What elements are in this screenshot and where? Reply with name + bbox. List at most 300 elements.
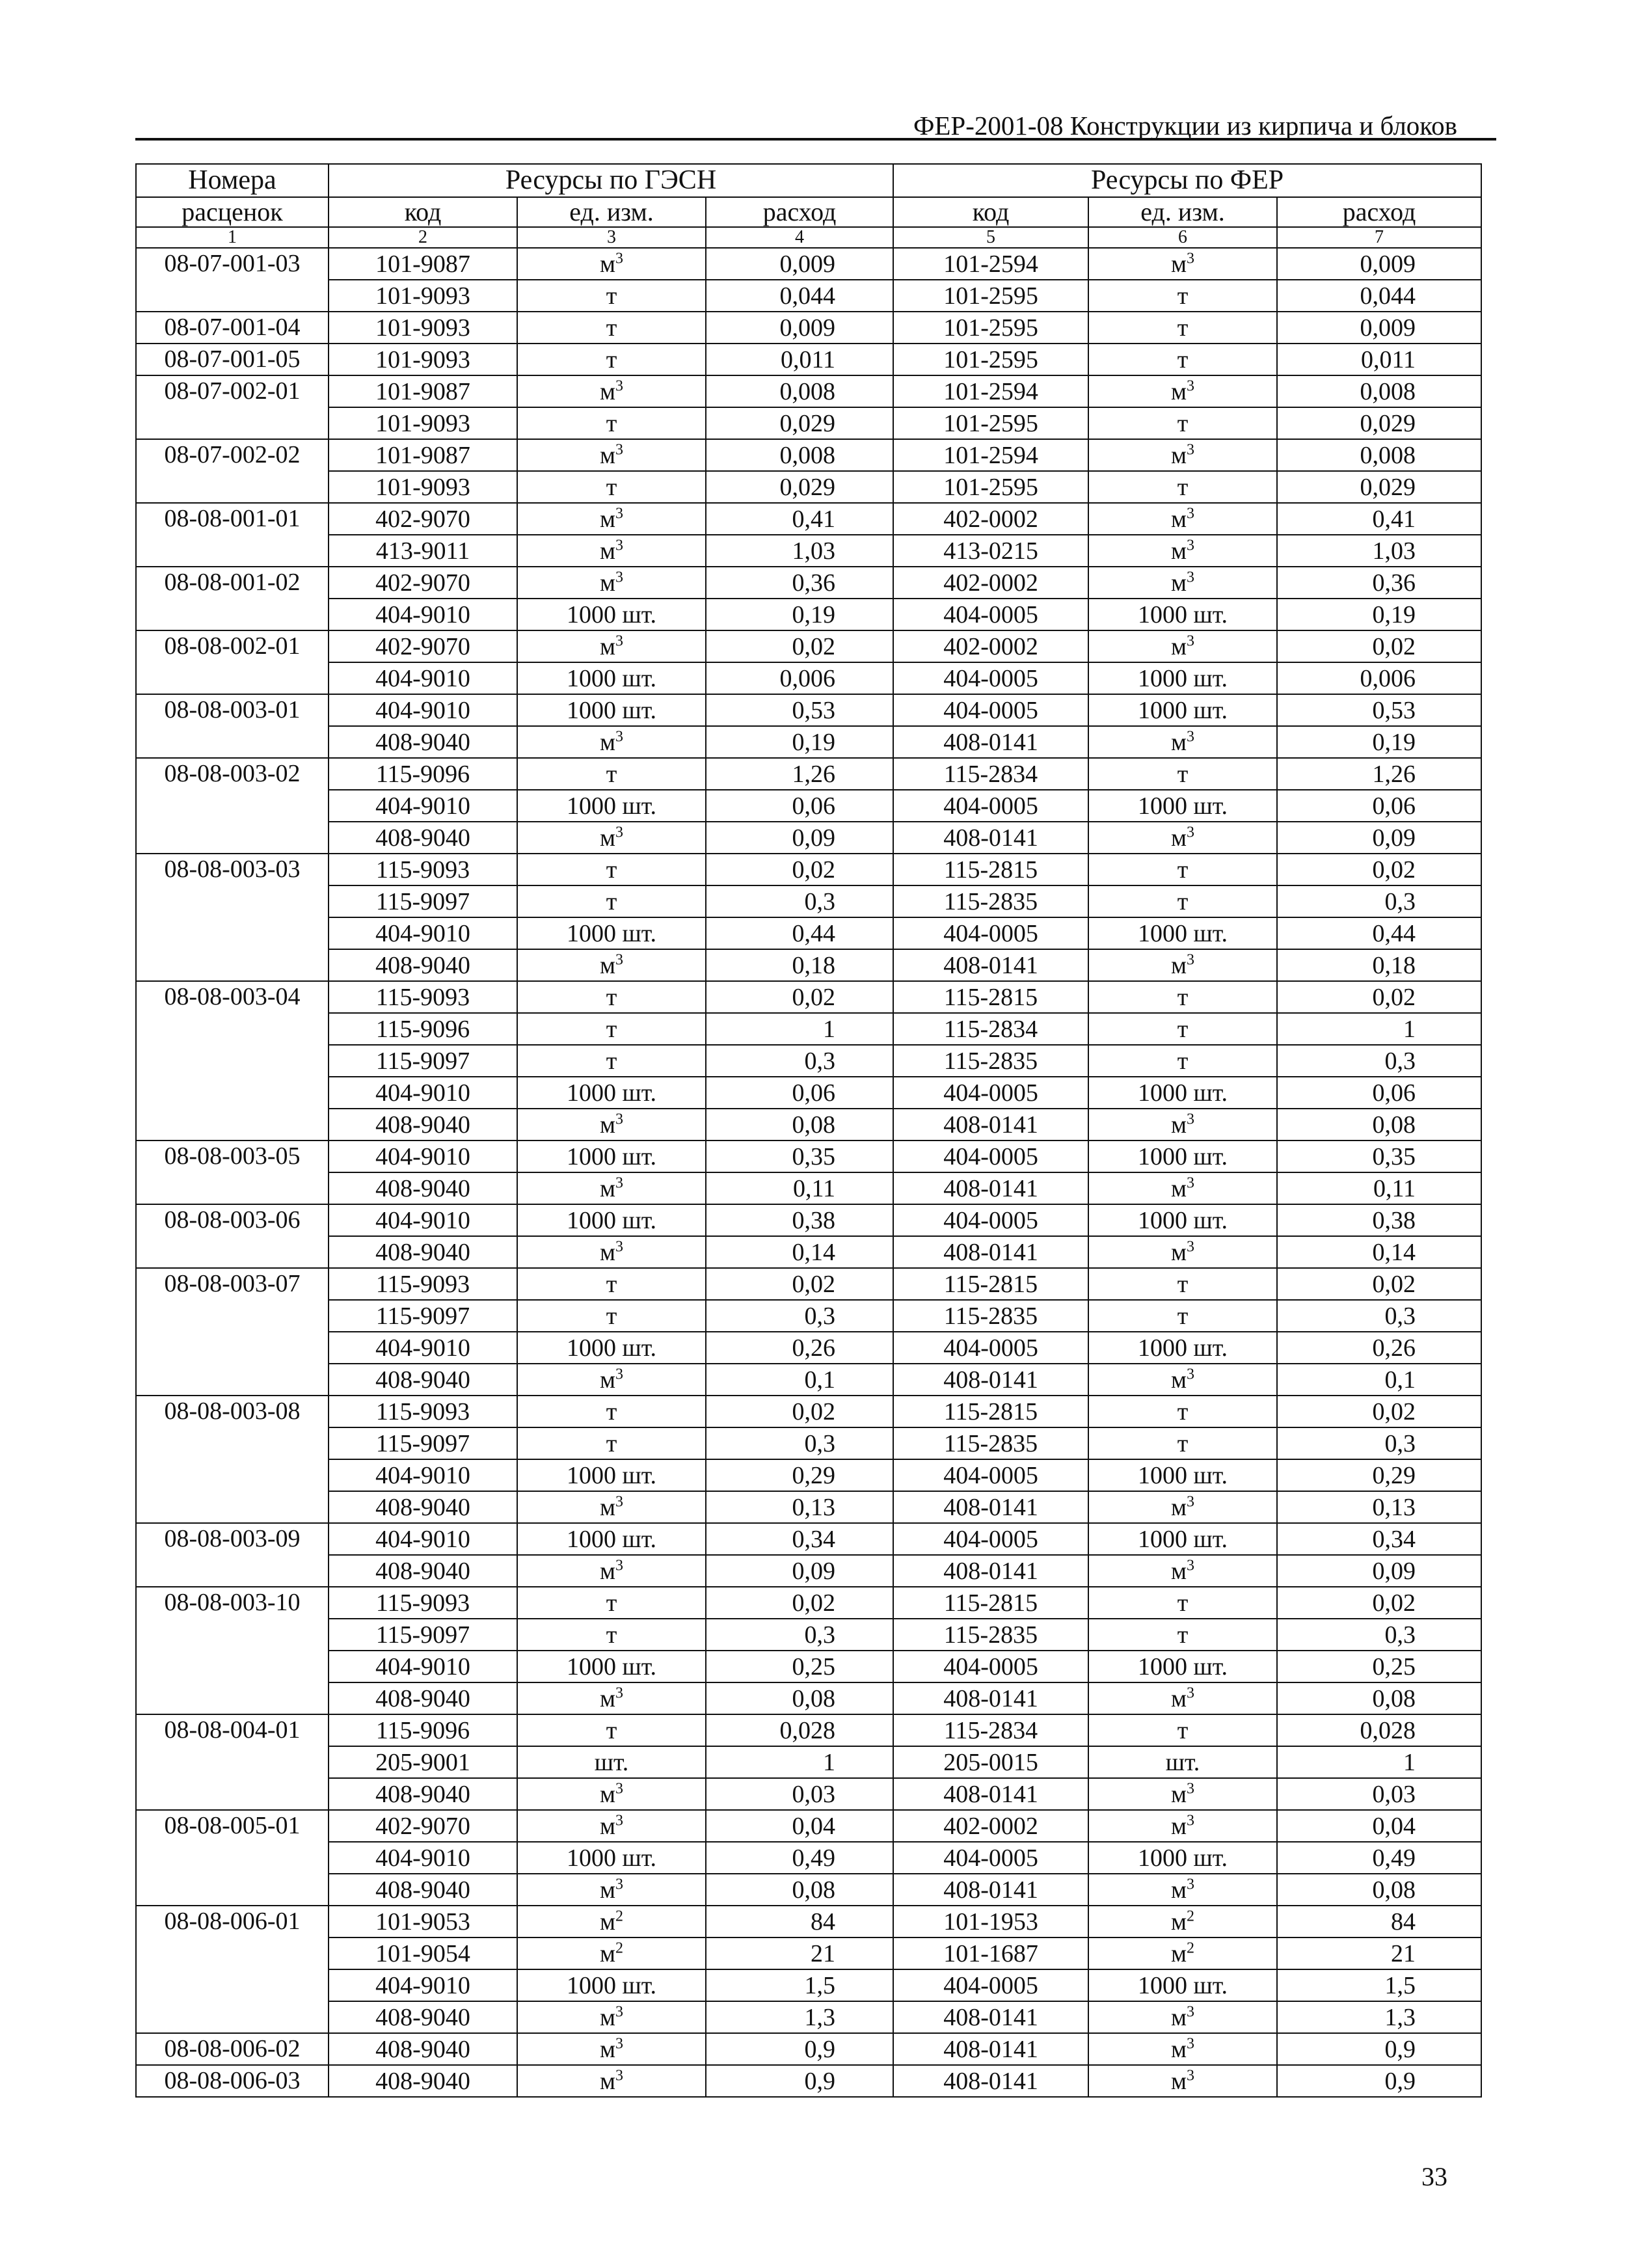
unit-exponent: 3 bbox=[1187, 824, 1195, 841]
fer-unit bbox=[1088, 885, 1277, 917]
fer-unit bbox=[1088, 694, 1277, 726]
fer-amount: 0,9 bbox=[1277, 2033, 1481, 2065]
unit-text: т bbox=[1177, 1398, 1189, 1425]
fer-amount: 0,06 bbox=[1277, 790, 1481, 822]
rate-number: 08-08-002-01 bbox=[136, 630, 329, 694]
gesn-unit bbox=[517, 1172, 706, 1204]
gesn-code: 115-9093 bbox=[329, 854, 517, 885]
gesn-unit bbox=[517, 1427, 706, 1459]
gesn-amount: 0,3 bbox=[706, 1045, 893, 1077]
unit-exponent: 3 bbox=[615, 1238, 624, 1256]
unit-text: м bbox=[599, 1685, 616, 1712]
fer-code: 101-2594 bbox=[893, 375, 1088, 407]
gesn-amount: 0,06 bbox=[706, 1077, 893, 1109]
fer-unit bbox=[1088, 1810, 1277, 1842]
fer-unit bbox=[1088, 2065, 1277, 2097]
unit-text: м bbox=[1171, 1781, 1187, 1808]
unit-text: м bbox=[599, 442, 616, 469]
fer-unit bbox=[1088, 981, 1277, 1013]
gesn-unit bbox=[517, 1746, 706, 1778]
unit-exponent: 3 bbox=[1187, 1557, 1195, 1574]
unit-text: 1000 шт. bbox=[566, 1462, 656, 1489]
gesn-code: 404-9010 bbox=[329, 1204, 517, 1236]
table-row bbox=[136, 312, 1481, 344]
fer-amount: 0,3 bbox=[1277, 1427, 1481, 1459]
fer-amount: 0,02 bbox=[1277, 1268, 1481, 1300]
gesn-unit bbox=[517, 1906, 706, 1937]
fer-amount: 0,009 bbox=[1277, 248, 1481, 280]
table-row bbox=[136, 630, 1481, 662]
unit-text: 1000 шт. bbox=[566, 1334, 656, 1362]
gesn-unit bbox=[517, 1969, 706, 2001]
gesn-amount: 0,49 bbox=[706, 1842, 893, 1874]
unit-text: т bbox=[1177, 1621, 1189, 1649]
fer-code: 408-0141 bbox=[893, 2001, 1088, 2033]
fer-amount: 0,19 bbox=[1277, 726, 1481, 758]
fer-code: 101-1687 bbox=[893, 1937, 1088, 1969]
gesn-unit bbox=[517, 2033, 706, 2065]
fer-code: 408-0141 bbox=[893, 1364, 1088, 1396]
unit-exponent: 3 bbox=[615, 569, 624, 586]
gesn-unit bbox=[517, 630, 706, 662]
table-row bbox=[136, 1109, 1481, 1141]
gesn-unit bbox=[517, 981, 706, 1013]
unit-exponent: 3 bbox=[1187, 1876, 1195, 1893]
unit-exponent: 3 bbox=[615, 441, 624, 459]
fer-code: 101-2595 bbox=[893, 344, 1088, 375]
fer-amount: 1 bbox=[1277, 1746, 1481, 1778]
gesn-unit bbox=[517, 1013, 706, 1045]
fer-code: 404-0005 bbox=[893, 1459, 1088, 1491]
table-row bbox=[136, 1746, 1481, 1778]
fer-unit bbox=[1088, 2033, 1277, 2065]
unit-text: 1000 шт. bbox=[566, 920, 656, 947]
gesn-amount: 0,44 bbox=[706, 917, 893, 949]
fer-unit bbox=[1088, 1236, 1277, 1268]
fer-unit bbox=[1088, 375, 1277, 407]
fer-unit bbox=[1088, 1077, 1277, 1109]
unit-exponent: 3 bbox=[615, 1684, 624, 1702]
fer-amount: 0,008 bbox=[1277, 375, 1481, 407]
fer-amount: 0,25 bbox=[1277, 1651, 1481, 1682]
gesn-amount: 0,028 bbox=[706, 1714, 893, 1746]
fer-amount: 0,009 bbox=[1277, 312, 1481, 344]
table-row bbox=[136, 662, 1481, 694]
rate-number: 08-08-003-06 bbox=[136, 1204, 329, 1268]
fer-amount: 0,02 bbox=[1277, 1587, 1481, 1619]
fer-amount: 0,29 bbox=[1277, 1459, 1481, 1491]
unit-text: 1000 шт. bbox=[1138, 1653, 1228, 1681]
fer-unit bbox=[1088, 1491, 1277, 1523]
gesn-code: 408-9040 bbox=[329, 822, 517, 854]
unit-text: т bbox=[1177, 474, 1189, 501]
fer-amount: 0,3 bbox=[1277, 1619, 1481, 1651]
fer-unit bbox=[1088, 1396, 1277, 1427]
fer-unit bbox=[1088, 1651, 1277, 1682]
gesn-unit bbox=[517, 312, 706, 344]
gesn-unit bbox=[517, 1587, 706, 1619]
table-row bbox=[136, 375, 1481, 407]
gesn-unit bbox=[517, 1459, 706, 1491]
fer-amount: 0,008 bbox=[1277, 439, 1481, 471]
gesn-unit-header: ед. изм. bbox=[517, 197, 706, 227]
rate-number: 08-08-006-01 bbox=[136, 1906, 329, 2033]
gesn-code: 115-9097 bbox=[329, 1619, 517, 1651]
gesn-amount: 0,29 bbox=[706, 1459, 893, 1491]
unit-exponent: 3 bbox=[615, 537, 624, 554]
unit-exponent: 3 bbox=[615, 1111, 624, 1128]
rate-number: 08-08-001-01 bbox=[136, 503, 329, 567]
gesn-amount: 0,029 bbox=[706, 407, 893, 439]
unit-text: м bbox=[599, 1781, 616, 1808]
fer-amount: 0,08 bbox=[1277, 1874, 1481, 1906]
table-row bbox=[136, 535, 1481, 567]
fer-unit bbox=[1088, 280, 1277, 312]
unit-text: т bbox=[1177, 888, 1189, 915]
gesn-amount: 0,009 bbox=[706, 312, 893, 344]
gesn-code: 408-9040 bbox=[329, 1555, 517, 1587]
fer-amount: 0,38 bbox=[1277, 1204, 1481, 1236]
gesn-unit bbox=[517, 1842, 706, 1874]
unit-exponent: 2 bbox=[615, 1939, 624, 1957]
fer-unit bbox=[1088, 1682, 1277, 1714]
fer-unit bbox=[1088, 1874, 1277, 1906]
unit-exponent: 3 bbox=[1187, 2003, 1195, 2021]
unit-text: м bbox=[1171, 1685, 1187, 1712]
gesn-code: 402-9070 bbox=[329, 1810, 517, 1842]
fer-code: 115-2815 bbox=[893, 1396, 1088, 1427]
fer-amount: 0,26 bbox=[1277, 1332, 1481, 1364]
unit-text: 1000 шт. bbox=[1138, 1462, 1228, 1489]
gesn-amount: 0,9 bbox=[706, 2065, 893, 2097]
unit-exponent: 3 bbox=[615, 951, 624, 969]
rate-number: 08-08-003-10 bbox=[136, 1587, 329, 1714]
fer-amount: 1 bbox=[1277, 1013, 1481, 1045]
unit-text: м bbox=[599, 2036, 616, 2063]
unit-text: т bbox=[606, 282, 617, 310]
gesn-unit bbox=[517, 694, 706, 726]
unit-text: 1000 шт. bbox=[1138, 1143, 1228, 1170]
gesn-unit bbox=[517, 1268, 706, 1300]
unit-text: м bbox=[599, 1558, 616, 1585]
fer-unit bbox=[1088, 790, 1277, 822]
table-row bbox=[136, 1523, 1481, 1555]
gesn-amount: 0,008 bbox=[706, 439, 893, 471]
unit-exponent: 3 bbox=[1187, 1493, 1195, 1511]
fer-code: 404-0005 bbox=[893, 1842, 1088, 1874]
fer-code: 101-2595 bbox=[893, 312, 1088, 344]
gesn-unit bbox=[517, 344, 706, 375]
unit-text: м bbox=[599, 824, 616, 852]
gesn-code: 402-9070 bbox=[329, 567, 517, 599]
gesn-code: 115-9096 bbox=[329, 758, 517, 790]
unit-text: т bbox=[1177, 1589, 1189, 1617]
unit-text: м bbox=[599, 537, 616, 565]
rate-number: 08-08-001-02 bbox=[136, 567, 329, 630]
gesn-amount: 0,18 bbox=[706, 949, 893, 981]
fer-code: 404-0005 bbox=[893, 1077, 1088, 1109]
unit-text: м bbox=[1171, 378, 1187, 405]
gesn-amount: 84 bbox=[706, 1906, 893, 1937]
table-row bbox=[136, 1141, 1481, 1172]
fer-code: 408-0141 bbox=[893, 1682, 1088, 1714]
unit-text: м bbox=[1171, 442, 1187, 469]
gesn-amount: 0,029 bbox=[706, 471, 893, 503]
unit-text: 1000 шт. bbox=[1138, 792, 1228, 820]
unit-text: 1000 шт. bbox=[566, 665, 656, 692]
unit-text: 1000 шт. bbox=[566, 1207, 656, 1234]
unit-text: т bbox=[606, 888, 617, 915]
unit-text: т bbox=[606, 1589, 617, 1617]
rate-number: 08-08-003-01 bbox=[136, 694, 329, 758]
gesn-unit bbox=[517, 949, 706, 981]
gesn-code: 404-9010 bbox=[329, 1077, 517, 1109]
fer-code: 101-2595 bbox=[893, 471, 1088, 503]
table-row bbox=[136, 1937, 1481, 1969]
unit-text: т bbox=[1177, 1047, 1189, 1075]
fer-unit bbox=[1088, 439, 1277, 471]
gesn-unit bbox=[517, 1109, 706, 1141]
fer-amount: 1,26 bbox=[1277, 758, 1481, 790]
fer-code: 404-0005 bbox=[893, 1969, 1088, 2001]
rate-number: 08-08-005-01 bbox=[136, 1810, 329, 1906]
unit-exponent: 3 bbox=[1187, 1111, 1195, 1128]
table-row bbox=[136, 439, 1481, 471]
fer-unit bbox=[1088, 1109, 1277, 1141]
fer-code: 408-0141 bbox=[893, 2065, 1088, 2097]
gesn-code: 408-9040 bbox=[329, 2065, 517, 2097]
unit-text: т bbox=[606, 1621, 617, 1649]
fer-code: 408-0141 bbox=[893, 1874, 1088, 1906]
gesn-unit bbox=[517, 1682, 706, 1714]
gesn-unit bbox=[517, 1077, 706, 1109]
fer-unit bbox=[1088, 1523, 1277, 1555]
gesn-code: 205-9001 bbox=[329, 1746, 517, 1778]
unit-text: м bbox=[599, 2004, 616, 2031]
gesn-unit bbox=[517, 822, 706, 854]
gesn-unit bbox=[517, 790, 706, 822]
gesn-unit bbox=[517, 599, 706, 630]
unit-text: т bbox=[1177, 761, 1189, 788]
unit-text: м bbox=[1171, 1239, 1187, 1266]
unit-text: м bbox=[599, 2068, 616, 2095]
gesn-amount: 0,9 bbox=[706, 2033, 893, 2065]
gesn-code: 101-9053 bbox=[329, 1906, 517, 1937]
gesn-code: 115-9096 bbox=[329, 1013, 517, 1045]
fer-unit bbox=[1088, 312, 1277, 344]
unit-exponent: 3 bbox=[1187, 951, 1195, 969]
gesn-code: 402-9070 bbox=[329, 503, 517, 535]
fer-amount: 0,06 bbox=[1277, 1077, 1481, 1109]
gesn-code: 413-9011 bbox=[329, 535, 517, 567]
unit-text: 1000 шт. bbox=[566, 1143, 656, 1170]
gesn-unit bbox=[517, 1778, 706, 1810]
gesn-code: 408-9040 bbox=[329, 1682, 517, 1714]
header-rule bbox=[135, 138, 1496, 141]
fer-amount: 0,11 bbox=[1277, 1172, 1481, 1204]
gesn-amount: 0,02 bbox=[706, 1396, 893, 1427]
table-row bbox=[136, 1969, 1481, 2001]
fer-code: 205-0015 bbox=[893, 1746, 1088, 1778]
rate-number: 08-08-006-02 bbox=[136, 2033, 329, 2065]
running-header: ФЕР-2001-08 Конструкции из кирпича и блоков bbox=[913, 111, 1457, 141]
fer-amount: 0,13 bbox=[1277, 1491, 1481, 1523]
unit-exponent: 3 bbox=[615, 824, 624, 841]
table-row bbox=[136, 1714, 1481, 1746]
unit-exponent: 3 bbox=[1187, 1238, 1195, 1256]
unit-exponent: 2 bbox=[1187, 1908, 1195, 1925]
table-row bbox=[136, 567, 1481, 599]
unit-exponent: 3 bbox=[615, 1812, 624, 1829]
fer-amount: 0,3 bbox=[1277, 885, 1481, 917]
fer-amount: 0,02 bbox=[1277, 981, 1481, 1013]
gesn-code: 115-9093 bbox=[329, 1587, 517, 1619]
gesn-unit bbox=[517, 1141, 706, 1172]
fer-unit bbox=[1088, 344, 1277, 375]
fer-amount: 0,49 bbox=[1277, 1842, 1481, 1874]
gesn-amount: 0,04 bbox=[706, 1810, 893, 1842]
fer-code: 408-0141 bbox=[893, 1555, 1088, 1587]
fer-code: 408-0141 bbox=[893, 949, 1088, 981]
gesn-code: 404-9010 bbox=[329, 790, 517, 822]
table-row bbox=[136, 790, 1481, 822]
gesn-unit bbox=[517, 248, 706, 280]
unit-text: м bbox=[1171, 1876, 1187, 1904]
gesn-amount: 0,02 bbox=[706, 630, 893, 662]
gesn-unit bbox=[517, 1523, 706, 1555]
unit-text: 1000 шт. bbox=[566, 601, 656, 628]
table-row bbox=[136, 1077, 1481, 1109]
fer-code: 115-2815 bbox=[893, 981, 1088, 1013]
unit-exponent: 3 bbox=[615, 505, 624, 522]
column-number: 5 bbox=[893, 227, 1088, 248]
fer-amount: 0,02 bbox=[1277, 854, 1481, 885]
fer-unit bbox=[1088, 1937, 1277, 1969]
gesn-amount: 1 bbox=[706, 1746, 893, 1778]
fer-unit bbox=[1088, 949, 1277, 981]
fer-unit bbox=[1088, 1842, 1277, 1874]
unit-text: 1000 шт. bbox=[1138, 697, 1228, 724]
unit-text: м bbox=[1171, 1494, 1187, 1521]
gesn-unit bbox=[517, 1236, 706, 1268]
unit-text: т bbox=[606, 410, 617, 437]
rates-header-line2: расценок bbox=[136, 197, 329, 227]
fer-amount: 0,028 bbox=[1277, 1714, 1481, 1746]
gesn-amount: 0,14 bbox=[706, 1236, 893, 1268]
unit-text: м bbox=[1171, 2036, 1187, 2063]
unit-text: т bbox=[606, 1303, 617, 1330]
fer-unit bbox=[1088, 1268, 1277, 1300]
fer-unit bbox=[1088, 248, 1277, 280]
unit-exponent: 3 bbox=[1187, 505, 1195, 522]
rate-number: 08-08-003-05 bbox=[136, 1141, 329, 1204]
unit-exponent: 3 bbox=[615, 250, 624, 267]
fer-unit bbox=[1088, 1427, 1277, 1459]
unit-text: т bbox=[606, 314, 617, 342]
fer-unit bbox=[1088, 2001, 1277, 2033]
gesn-unit bbox=[517, 1810, 706, 1842]
unit-text: м bbox=[599, 1940, 616, 1967]
unit-exponent: 3 bbox=[615, 632, 624, 650]
gesn-code: 115-9097 bbox=[329, 885, 517, 917]
unit-exponent: 3 bbox=[1187, 377, 1195, 395]
fer-amount: 0,044 bbox=[1277, 280, 1481, 312]
gesn-amount: 0,35 bbox=[706, 1141, 893, 1172]
unit-text: т bbox=[1177, 410, 1189, 437]
table-row bbox=[136, 1651, 1481, 1682]
fer-code-header: код bbox=[893, 197, 1088, 227]
gesn-code: 115-9097 bbox=[329, 1427, 517, 1459]
gesn-amount: 0,3 bbox=[706, 885, 893, 917]
fer-unit bbox=[1088, 726, 1277, 758]
fer-code: 404-0005 bbox=[893, 1204, 1088, 1236]
table-row bbox=[136, 1682, 1481, 1714]
table-row bbox=[136, 1906, 1481, 1937]
table-row bbox=[136, 758, 1481, 790]
table-row bbox=[136, 1396, 1481, 1427]
gesn-code: 101-9093 bbox=[329, 471, 517, 503]
unit-exponent: 3 bbox=[1187, 2067, 1195, 2085]
unit-text: м bbox=[599, 1239, 616, 1266]
unit-exponent: 3 bbox=[615, 2035, 624, 2053]
fer-code: 408-0141 bbox=[893, 1236, 1088, 1268]
unit-exponent: 3 bbox=[1187, 2035, 1195, 2053]
gesn-code: 408-9040 bbox=[329, 1874, 517, 1906]
unit-text: м bbox=[1171, 2004, 1187, 2031]
gesn-unit bbox=[517, 280, 706, 312]
unit-text: м bbox=[1171, 1111, 1187, 1139]
unit-exponent: 3 bbox=[1187, 1366, 1195, 1383]
fer-amount: 0,34 bbox=[1277, 1523, 1481, 1555]
gesn-unit bbox=[517, 1619, 706, 1651]
rate-number: 08-08-003-03 bbox=[136, 854, 329, 981]
unit-exponent: 2 bbox=[1187, 1939, 1195, 1957]
unit-exponent: 3 bbox=[1187, 632, 1195, 650]
gesn-unit bbox=[517, 1300, 706, 1332]
unit-text: т bbox=[1177, 346, 1189, 373]
fer-amount: 0,14 bbox=[1277, 1236, 1481, 1268]
fer-amount: 0,41 bbox=[1277, 503, 1481, 535]
table-row bbox=[136, 407, 1481, 439]
rate-number: 08-07-001-05 bbox=[136, 344, 329, 375]
gesn-unit bbox=[517, 917, 706, 949]
unit-text: м bbox=[1171, 633, 1187, 660]
gesn-code: 101-9093 bbox=[329, 280, 517, 312]
fer-unit bbox=[1088, 1364, 1277, 1396]
unit-exponent: 3 bbox=[1187, 1174, 1195, 1192]
fer-amount: 0,44 bbox=[1277, 917, 1481, 949]
unit-exponent: 3 bbox=[615, 1366, 624, 1383]
unit-text: т bbox=[1177, 1717, 1189, 1744]
unit-text: 1000 шт. bbox=[1138, 1526, 1228, 1553]
unit-text: м bbox=[1171, 506, 1187, 533]
gesn-code: 404-9010 bbox=[329, 1523, 517, 1555]
gesn-code: 404-9010 bbox=[329, 1842, 517, 1874]
gesn-amount: 0,08 bbox=[706, 1874, 893, 1906]
unit-exponent: 2 bbox=[615, 1908, 624, 1925]
rate-number: 08-08-003-07 bbox=[136, 1268, 329, 1396]
fer-code: 408-0141 bbox=[893, 2033, 1088, 2065]
fer-amount: 84 bbox=[1277, 1906, 1481, 1937]
gesn-unit bbox=[517, 758, 706, 790]
gesn-amount: 0,008 bbox=[706, 375, 893, 407]
fer-amount: 0,03 bbox=[1277, 1778, 1481, 1810]
gesn-unit bbox=[517, 2001, 706, 2033]
gesn-unit bbox=[517, 1045, 706, 1077]
table-row bbox=[136, 1587, 1481, 1619]
unit-text: м bbox=[599, 729, 616, 756]
gesn-code: 115-9096 bbox=[329, 1714, 517, 1746]
